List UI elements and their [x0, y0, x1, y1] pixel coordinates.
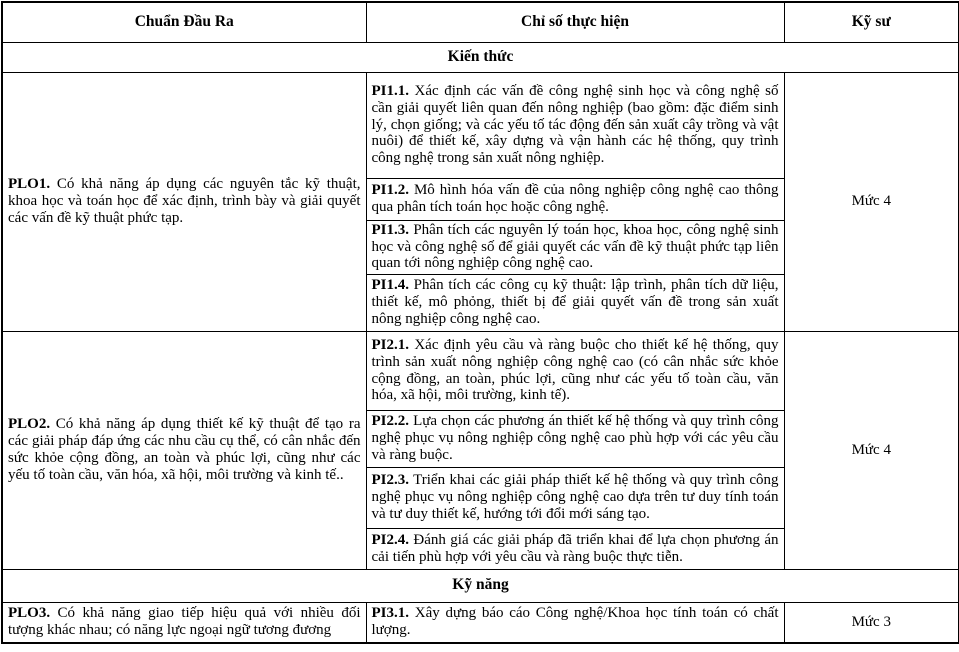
cell-plo2-level: Mức 4	[784, 331, 959, 569]
cell-plo1-level: Mức 4	[784, 72, 959, 331]
cell-pi2-3	[366, 467, 784, 528]
table-row	[2, 602, 959, 643]
cell-pi2-1	[366, 331, 784, 410]
pi2-4-text: Đánh giá các giải pháp đã triển khai để lựa chọn phương án cải tiến phù hợp với yêu cầu và ràng buộc thực tiễn.	[371, 531, 779, 565]
plo2-label: PLO2.	[8, 416, 51, 433]
pi2-1-text: Xác định yêu cầu và ràng buộc cho thiết kế hệ thống, quy trình sản xuất nông nghiệp công nghệ cao (có cân nhắc sức khỏe cộng đồng, an toàn, phúc lợi, cũng như các yếu tố toàn cầu, văn hóa, xã hội, môi trường, kinh tế).	[371, 336, 779, 404]
col-header-indicators: Chỉ số thực hiện	[366, 2, 784, 42]
cell-plo3	[2, 602, 366, 643]
pi1-2-text: Mô hình hóa vấn đề của nông nghiệp công nghệ cao thông qua phân tích toán học hoặc công nghệ.	[371, 182, 779, 215]
cell-plo2	[2, 331, 366, 569]
pi1-3-text: Phân tích các nguyên lý toán học, khoa học, công nghệ sinh học và công nghệ số để giải quyết các vấn đề kỹ thuật phức tạp liên quan tới nông nghiệp công nghệ cao.	[371, 221, 779, 272]
cell-pi1-4	[366, 274, 784, 331]
pi1-2-label: PI1.2.	[371, 182, 409, 199]
cell-pi2-4	[366, 528, 784, 569]
cell-pi1-2	[366, 178, 784, 220]
pi3-1-text: Xây dựng báo cáo Công nghệ/Khoa học tính toán có chất lượng.	[371, 605, 779, 639]
plo1-label: PLO1.	[8, 176, 51, 193]
plo3-label: PLO3.	[8, 605, 51, 622]
pi1-1-label: PI1.1.	[371, 82, 409, 99]
table-row	[2, 72, 959, 178]
cell-pi2-2	[366, 410, 784, 467]
pi1-4-label: PI1.4.	[371, 277, 409, 294]
plo2-text: Có khả năng áp dụng thiết kế kỹ thuật để tạo ra các giải pháp đáp ứng các nhu cầu cụ thể, có cân nhắc đến sức khỏe cộng đồng, an toàn và phúc lợi, cũng như các yếu tố toàn cầu, văn hóa, xã hội, môi trường và kinh tế..	[8, 416, 361, 483]
cell-plo1	[2, 72, 366, 331]
section-title-skills: Kỹ năng	[2, 569, 959, 602]
cell-pi1-3	[366, 220, 784, 274]
cell-pi3-1	[366, 602, 784, 643]
pi3-1-label: PI3.1.	[371, 605, 409, 622]
plo3-text: Có khả năng giao tiếp hiệu quả với nhiều đối tượng khác nhau; có năng lực ngoại ngữ tương đương	[8, 605, 361, 639]
plo1-text: Có khả năng áp dụng các nguyên tắc kỹ thuật, khoa học và toán học để xác định, trình bày và giải quyết các vấn đề kỹ thuật phức tạp.	[8, 176, 361, 226]
table-row	[2, 331, 959, 410]
cell-plo3-level: Mức 3	[784, 602, 959, 643]
pi2-2-text: Lựa chọn các phương án thiết kế hệ thống và quy trình công nghệ phục vụ nông nghiệp công nghệ cao phù hợp với các yêu cầu và ràng buộc.	[371, 413, 779, 463]
section-row-knowledge	[2, 42, 959, 72]
pi1-3-label: PI1.3.	[371, 221, 409, 238]
pi2-1-label: PI2.1.	[371, 336, 409, 353]
pi2-3-text: Triển khai các giải pháp thiết kế hệ thống và quy trình công nghệ phục vụ nông nghiệp công nghệ cao dựa trên tư duy tính toán và tư duy thiết kế, hướng tới đổi mới sáng tạo.	[371, 472, 779, 522]
pi2-2-label: PI2.2.	[371, 413, 409, 430]
pi2-3-label: PI2.3.	[371, 472, 409, 489]
col-header-engineer: Kỹ sư	[784, 2, 959, 42]
pi1-1-text: Xác định các vấn đề công nghệ sinh học và công nghệ số cần giải quyết liên quan đến nông nghiệp (bao gồm: đặc điểm sinh lý, chọn giống; và các yếu tố tác động đến sản xuất cây trồng và vật nuôi) để thiết kế, xây dựng và vận hành các hệ thống, quy trình công nghệ trong sản xuất nông nghiệp.	[371, 82, 779, 167]
col-header-outcomes: Chuẩn Đầu Ra	[2, 2, 366, 42]
pi2-4-label: PI2.4.	[371, 531, 409, 548]
learning-outcomes-table	[1, 1, 959, 644]
section-row-skills	[2, 569, 959, 602]
section-title-knowledge: Kiến thức	[2, 42, 959, 72]
pi1-4-text: Phân tích các công cụ kỹ thuật: lập trình, phân tích dữ liệu, thiết kế, mô phỏng, thiết bị để giải quyết vấn đề trong sản xuất nông nghiệp công nghệ cao.	[371, 277, 779, 327]
table-header-row	[2, 2, 959, 42]
cell-pi1-1	[366, 72, 784, 178]
